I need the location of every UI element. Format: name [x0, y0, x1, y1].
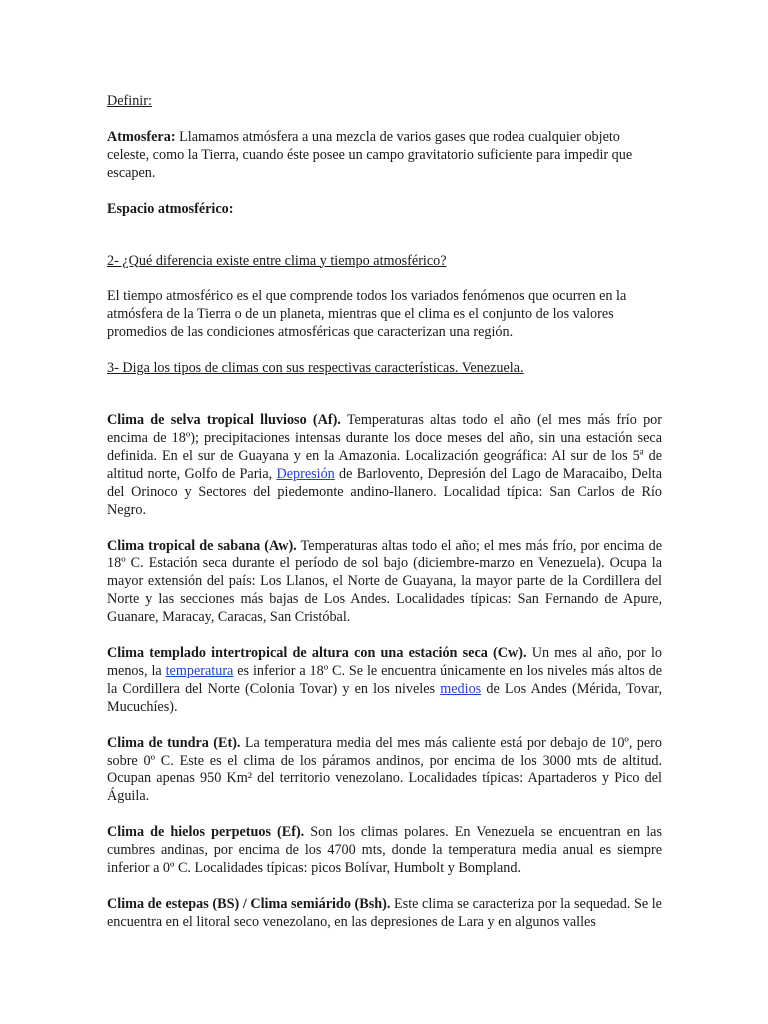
clima-cw-term: Clima templado intertropical de altura con una estación seca (Cw). — [107, 645, 527, 662]
clima-aw-term: Clima tropical de sabana (Aw). — [107, 537, 297, 554]
clima-af-text-3: de Barlovento, Depresión del Lago de Maracaibo, Delta del Orinoco y Sectores del piedemonte andino-llanero. Localidad típica: San Carlos de Río Negro. — [107, 465, 662, 518]
espacio-heading: Espacio atmosférico: — [107, 200, 234, 217]
spacer — [107, 806, 662, 824]
definir-heading: Definir: — [107, 93, 152, 109]
temperatura-link[interactable]: temperatura — [165, 662, 234, 679]
clima-af-text-1: Temperaturas altas todo el año (el mes más frío por encima de 18º); precipitaciones intensas durante los doce meses del año, sin una estación seca definida. En el sur de Guayana y en la Amazonia. Localización geográfica: Al sur de los 5 — [107, 412, 662, 464]
clima-cw-text-3: de Los Andes (Mérida, Tovar, Mucuchíes). — [107, 680, 662, 715]
clima-af-text-2: de altitud norte, Golfo de Paria, — [107, 447, 662, 482]
clima-cw-text-1: Un mes al año, por lo menos, la — [107, 645, 662, 679]
clima-af-sup: a — [639, 446, 644, 457]
atmosfera-text: Llamamos atmósfera a una mezcla de varios gases que rodea cualquier objeto celeste, como la Tierra, cuando éste posee un campo gravitatorio suficiente para impedir que escapen. — [107, 128, 633, 181]
spacer — [107, 342, 662, 360]
document-page — [107, 93, 662, 932]
spacer — [107, 183, 662, 201]
clima-bs-text: Este clima se caracteriza por la sequedad. Se le encuentra en el litoral seco venezolano, en las depresiones de Lara y en algunos valles — [107, 896, 662, 930]
clima-ef-text: Son los climas polares. En Venezuela se encuentran en las cumbres andinas, por encima de los 4700 mts, donde la temperatura media anual es siempre inferior a 0º C. Localidades típicas: picos Bolívar, Humbolt y Bompland. — [107, 824, 662, 877]
clima-af-term: Clima de selva tropical lluvioso (Af). — [107, 412, 341, 429]
question-2-heading: 2- ¿Qué diferencia existe entre clima y tiempo atmosférico? — [107, 252, 447, 269]
clima-aw-text: Temperaturas altas todo el año; el mes más frío, por encima de 18º C. Estación seca durante el período de sol bajo (diciembre-marzo en Venezuela). Ocupa la mayor extensión del país: Los Llanos, el Norte de Guayana, la mayor parte de la Cordillera del Norte y las secciones más bajas de Los Andes. Localidades típicas: San Fernando de Apure, Guanare, Maracay, Caracas, San Cristóbal. — [107, 537, 662, 626]
clima-aw-paragraph — [107, 538, 662, 628]
clima-af-paragraph — [107, 412, 662, 519]
medios-link[interactable]: medios — [440, 680, 482, 697]
spacer — [107, 270, 662, 288]
clima-cw-paragraph — [107, 645, 662, 717]
clima-bs-term: Clima de estepas (BS) / Clima semiárido (Bsh). — [107, 896, 391, 912]
clima-cw-text-2: es inferior a 18º C. Se le encuentra únicamente en los niveles más altos de la Cordillera del Norte (Colonia Tovar) y en los niveles — [107, 662, 663, 697]
spacer — [107, 627, 662, 645]
clima-et-text: La temperatura media del mes más caliente está por debajo de 10º, pero sobre 0º C. Este es el clima de los páramos andinos, por encima de los 3000 mts de altitud. Ocupan apenas 950 Km² del territorio venezolano. Localidades típicas: Apartaderos y Pico del Águila. — [107, 734, 662, 805]
clima-et-term: Clima de tundra (Et). — [107, 734, 241, 751]
question-2-answer: El tiempo atmosférico es el que comprende todos los variados fenómenos que ocurren en la atmósfera de la Tierra o de un planeta, mientras que el clima es el conjunto de los valores promedios de las condiciones atmosféricas que caracterizan una región. — [107, 288, 627, 341]
spacer — [107, 219, 662, 253]
spacer — [107, 878, 662, 896]
spacer — [107, 111, 662, 129]
atmosfera-term: Atmosfera: — [107, 128, 176, 145]
atmosfera-definition — [107, 129, 662, 183]
spacer — [107, 717, 662, 735]
spacer — [107, 520, 662, 538]
depresion-link[interactable]: Depresión — [276, 465, 335, 482]
clima-bs-paragraph — [107, 896, 662, 932]
clima-et-paragraph — [107, 735, 662, 807]
clima-ef-term: Clima de hielos perpetuos (Ef). — [107, 824, 305, 841]
clima-ef-paragraph — [107, 824, 662, 878]
question-3-heading: 3- Diga los tipos de climas con sus respectivas características. Venezuela. — [107, 360, 524, 377]
spacer — [107, 378, 662, 412]
